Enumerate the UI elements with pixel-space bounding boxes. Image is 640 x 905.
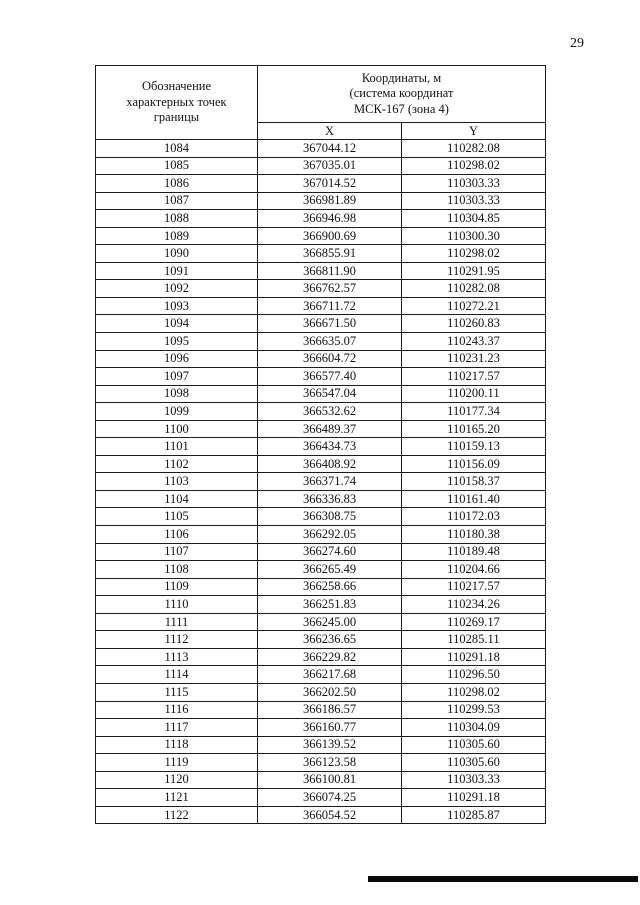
point-id-cell: 1118 (96, 736, 258, 754)
x-coordinate-cell: 366577.40 (258, 368, 402, 386)
point-id-cell: 1114 (96, 666, 258, 684)
point-id-cell: 1089 (96, 227, 258, 245)
table-row (96, 350, 546, 368)
x-coordinate-cell: 366236.65 (258, 631, 402, 649)
y-coordinate-cell: 110204.66 (402, 561, 546, 579)
y-column-header: Y (402, 123, 546, 140)
point-id-cell: 1086 (96, 175, 258, 193)
y-coordinate-cell: 110156.09 (402, 455, 546, 473)
point-id-cell: 1112 (96, 631, 258, 649)
table-row (96, 403, 546, 421)
table-row (96, 333, 546, 351)
y-coordinate-cell: 110282.08 (402, 280, 546, 298)
table-row (96, 789, 546, 807)
x-coordinate-cell: 366946.98 (258, 210, 402, 228)
x-coordinate-cell: 366434.73 (258, 438, 402, 456)
point-id-cell: 1122 (96, 806, 258, 824)
y-coordinate-cell: 110200.11 (402, 385, 546, 403)
point-id-cell: 1099 (96, 403, 258, 421)
table-row (96, 490, 546, 508)
y-coordinate-cell: 110282.08 (402, 140, 546, 158)
page-number: 29 (570, 36, 584, 51)
y-coordinate-cell: 110217.57 (402, 578, 546, 596)
x-coordinate-cell: 366711.72 (258, 297, 402, 315)
y-coordinate-cell: 110180.38 (402, 526, 546, 544)
y-coordinate-cell: 110243.37 (402, 333, 546, 351)
y-coordinate-cell: 110161.40 (402, 490, 546, 508)
point-id-cell: 1116 (96, 701, 258, 719)
table-row (96, 227, 546, 245)
table-row (96, 192, 546, 210)
y-coordinate-cell: 110305.60 (402, 736, 546, 754)
table-row (96, 455, 546, 473)
x-coordinate-cell: 367035.01 (258, 157, 402, 175)
table-row (96, 736, 546, 754)
table-body (96, 140, 546, 824)
x-column-header: X (258, 123, 402, 140)
point-id-cell: 1105 (96, 508, 258, 526)
y-coordinate-cell: 110285.87 (402, 806, 546, 824)
point-id-cell: 1097 (96, 368, 258, 386)
x-coordinate-cell: 366292.05 (258, 526, 402, 544)
table-row (96, 543, 546, 561)
x-coordinate-cell: 366855.91 (258, 245, 402, 263)
point-id-cell: 1103 (96, 473, 258, 491)
y-coordinate-cell: 110272.21 (402, 297, 546, 315)
y-coordinate-cell: 110231.23 (402, 350, 546, 368)
y-coordinate-cell: 110234.26 (402, 596, 546, 614)
x-coordinate-cell: 366635.07 (258, 333, 402, 351)
table-row (96, 561, 546, 579)
table-row (96, 719, 546, 737)
table-row (96, 315, 546, 333)
x-coordinate-cell: 366336.83 (258, 490, 402, 508)
table-row (96, 175, 546, 193)
point-id-cell: 1117 (96, 719, 258, 737)
point-id-cell: 1092 (96, 280, 258, 298)
table-row (96, 526, 546, 544)
x-coordinate-cell: 366245.00 (258, 613, 402, 631)
point-id-cell: 1108 (96, 561, 258, 579)
point-id-cell: 1098 (96, 385, 258, 403)
table-row (96, 297, 546, 315)
point-id-cell: 1085 (96, 157, 258, 175)
coords-column-header (258, 66, 546, 123)
y-coordinate-cell: 110217.57 (402, 368, 546, 386)
y-coordinate-cell: 110304.09 (402, 719, 546, 737)
y-coordinate-cell: 110189.48 (402, 543, 546, 561)
y-coordinate-cell: 110165.20 (402, 420, 546, 438)
scan-artifact-bar (368, 876, 638, 882)
x-coordinate-cell: 366308.75 (258, 508, 402, 526)
point-id-cell: 1096 (96, 350, 258, 368)
point-id-cell: 1121 (96, 789, 258, 807)
x-coordinate-cell: 367014.52 (258, 175, 402, 193)
x-coordinate-cell: 366160.77 (258, 719, 402, 737)
point-id-cell: 1101 (96, 438, 258, 456)
x-coordinate-cell: 366408.92 (258, 455, 402, 473)
point-id-cell: 1102 (96, 455, 258, 473)
points-column-header-text: Обозначение характерных точек границы (126, 79, 227, 125)
x-coordinate-cell: 366489.37 (258, 420, 402, 438)
point-id-cell: 1111 (96, 613, 258, 631)
point-id-cell: 1095 (96, 333, 258, 351)
y-coordinate-cell: 110269.17 (402, 613, 546, 631)
coords-header-line3: МСК-167 (зона 4) (354, 101, 449, 116)
x-coordinate-cell: 366054.52 (258, 806, 402, 824)
x-coordinate-cell: 366074.25 (258, 789, 402, 807)
point-id-cell: 1090 (96, 245, 258, 263)
table-row (96, 368, 546, 386)
point-id-cell: 1106 (96, 526, 258, 544)
point-id-cell: 1115 (96, 683, 258, 701)
x-coordinate-cell: 366371.74 (258, 473, 402, 491)
y-coordinate-cell: 110291.18 (402, 789, 546, 807)
point-id-cell: 1084 (96, 140, 258, 158)
x-coordinate-cell: 366811.90 (258, 262, 402, 280)
y-coordinate-cell: 110305.60 (402, 754, 546, 772)
y-coordinate-cell: 110303.33 (402, 192, 546, 210)
table-header-row-1 (96, 66, 546, 123)
table-row (96, 210, 546, 228)
y-coordinate-cell: 110158.37 (402, 473, 546, 491)
x-coordinate-cell: 366265.49 (258, 561, 402, 579)
table-row (96, 683, 546, 701)
y-coordinate-cell: 110260.83 (402, 315, 546, 333)
table-row (96, 754, 546, 772)
x-coordinate-cell: 366258.66 (258, 578, 402, 596)
table-row (96, 280, 546, 298)
table-row (96, 508, 546, 526)
table-row (96, 262, 546, 280)
y-coordinate-cell: 110285.11 (402, 631, 546, 649)
table-row (96, 806, 546, 824)
table-row (96, 648, 546, 666)
table-row (96, 631, 546, 649)
table-row (96, 245, 546, 263)
point-id-cell: 1120 (96, 771, 258, 789)
table-row (96, 473, 546, 491)
x-coordinate-cell: 367044.12 (258, 140, 402, 158)
table-row (96, 613, 546, 631)
x-coordinate-cell: 366202.50 (258, 683, 402, 701)
coordinates-table (95, 65, 546, 824)
point-id-cell: 1107 (96, 543, 258, 561)
point-id-cell: 1091 (96, 262, 258, 280)
y-coordinate-cell: 110304.85 (402, 210, 546, 228)
coords-header-line1: Координаты, м (361, 70, 442, 85)
table-row (96, 420, 546, 438)
table-row (96, 596, 546, 614)
y-coordinate-cell: 110298.02 (402, 157, 546, 175)
point-id-cell: 1109 (96, 578, 258, 596)
y-coordinate-cell: 110177.34 (402, 403, 546, 421)
point-id-cell: 1104 (96, 490, 258, 508)
x-coordinate-cell: 366981.89 (258, 192, 402, 210)
point-id-cell: 1093 (96, 297, 258, 315)
x-coordinate-cell: 366547.04 (258, 385, 402, 403)
x-coordinate-cell: 366217.68 (258, 666, 402, 684)
point-id-cell: 1119 (96, 754, 258, 772)
x-coordinate-cell: 366900.69 (258, 227, 402, 245)
y-coordinate-cell: 110298.02 (402, 683, 546, 701)
table-row (96, 771, 546, 789)
point-id-cell: 1094 (96, 315, 258, 333)
y-coordinate-cell: 110299.53 (402, 701, 546, 719)
table-row (96, 385, 546, 403)
point-id-cell: 1087 (96, 192, 258, 210)
x-coordinate-cell: 366671.50 (258, 315, 402, 333)
points-column-header (96, 66, 258, 140)
point-id-cell: 1100 (96, 420, 258, 438)
x-coordinate-cell: 366139.52 (258, 736, 402, 754)
y-coordinate-cell: 110291.95 (402, 262, 546, 280)
y-coordinate-cell: 110303.33 (402, 175, 546, 193)
x-coordinate-cell: 366100.81 (258, 771, 402, 789)
table-row (96, 140, 546, 158)
x-coordinate-cell: 366251.83 (258, 596, 402, 614)
table-row (96, 438, 546, 456)
coords-header-line2: (система координат (349, 86, 454, 101)
point-id-cell: 1113 (96, 648, 258, 666)
x-coordinate-cell: 366604.72 (258, 350, 402, 368)
y-coordinate-cell: 110172.03 (402, 508, 546, 526)
y-coordinate-cell: 110159.13 (402, 438, 546, 456)
y-coordinate-cell: 110300.30 (402, 227, 546, 245)
y-coordinate-cell: 110303.33 (402, 771, 546, 789)
y-coordinate-cell: 110298.02 (402, 245, 546, 263)
x-coordinate-cell: 366186.57 (258, 701, 402, 719)
point-id-cell: 1110 (96, 596, 258, 614)
y-coordinate-cell: 110291.18 (402, 648, 546, 666)
point-id-cell: 1088 (96, 210, 258, 228)
table-row (96, 701, 546, 719)
x-coordinate-cell: 366123.58 (258, 754, 402, 772)
table-row (96, 157, 546, 175)
x-coordinate-cell: 366532.62 (258, 403, 402, 421)
x-coordinate-cell: 366229.82 (258, 648, 402, 666)
y-coordinate-cell: 110296.50 (402, 666, 546, 684)
x-coordinate-cell: 366762.57 (258, 280, 402, 298)
table-row (96, 666, 546, 684)
x-coordinate-cell: 366274.60 (258, 543, 402, 561)
table-row (96, 578, 546, 596)
